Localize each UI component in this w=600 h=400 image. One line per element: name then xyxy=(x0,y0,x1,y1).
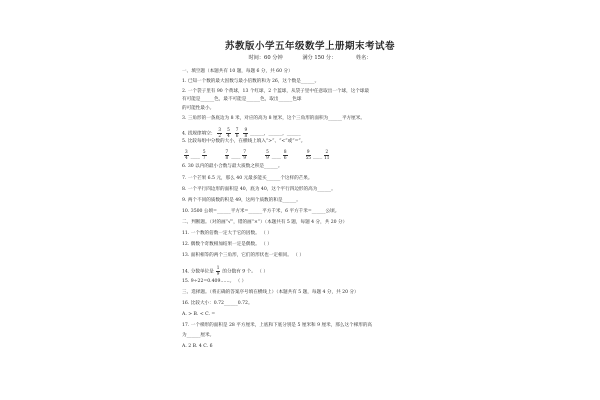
exam-line: A. > B. < C. = xyxy=(182,312,216,317)
exam-line: 13. 面积相等的两个三角形，它们的形状也一定相同。 （ ） xyxy=(182,253,304,258)
exam-line: 16. 比较大小：0.72______0.72̇。 xyxy=(182,301,253,306)
exam-line: 二、判断题。（对的画“√”，错的画“×”）（本题共有 5 题，每题 4 分，共 20 分） xyxy=(182,220,348,225)
exam-line: 14. 分数单位是 $\frac{1}{9}$ 的分数有 9 个。 （ ） xyxy=(182,265,268,276)
fraction-right: $\frac{8}{6}$ xyxy=(283,149,287,160)
exam-line: 10. 3500 公顷=______平方米=______平方千米，6 平方千米=______公顷。 xyxy=(182,209,340,214)
exam-line: 三、选择题。（将正确的答案序号填在横线上）（本题共有 5 题，每题 4 分，共 20 分） xyxy=(182,290,359,295)
exam-line: 有可能是______色，最不可能是______色，取出______色球 xyxy=(182,97,302,102)
fraction-comparison-pair: $\frac{5}{9}$ ____ $\frac{8}{6}$ xyxy=(266,149,287,160)
exam-paper xyxy=(180,30,440,390)
sequence-fraction: $\frac{7}{6}$ xyxy=(235,127,239,138)
sequence-fraction: $\frac{3}{2}$ xyxy=(218,127,222,138)
fraction-right: $\frac{2}{11}$ xyxy=(324,149,330,160)
exam-line: 一、填空题（本题共有 10 题，每题 6 分，共 60 分） xyxy=(182,69,293,74)
exam-info xyxy=(180,54,440,61)
exam-line: A. 2 B. 4 C. 6 xyxy=(182,344,213,349)
exam-line: 6. 30 以内的最小合数与最大质数之积是______。 xyxy=(182,164,283,169)
answer-blanks: ______，______，______ xyxy=(250,131,301,137)
exam-line: 8. 一个平行四边形的面积是 40，底为 40，这个平行四边形的高为______。 xyxy=(182,187,336,192)
exam-line: 2. 一个袋子里有 90 个黄球，13 个红球，2 个蓝球，从袋子里中任意取出一个球，这个球最 xyxy=(182,89,370,94)
exam-line: 15. 9÷22=0.409……。 （ ） xyxy=(182,279,247,284)
exam-line: 为______厘米。 xyxy=(182,333,215,338)
exam-score: 满分 150 分： xyxy=(302,55,337,61)
sequence-fraction: $\frac{9}{8}$ xyxy=(244,127,248,138)
exam-line: 17. 一个梯形的面积是 28 平方厘米，上底和下底分别是 5 厘米和 9 厘米，那么这个梯形的高 xyxy=(182,323,373,328)
exam-line: 7. 一个芒果 6.5 元，那么 40 元最多能买______个这样的芒果。 xyxy=(182,176,313,181)
fraction-right: $\frac{7}{9}$ xyxy=(243,149,247,160)
exam-line: 1. 已知一个数的最大因数与最小倍数的和为 26，这个数是______。 xyxy=(182,79,320,84)
exam-line: 3. 三角形的一条底边为 8 米，对应的高为 8 厘米，这个三角形的面积为______平方厘米。 xyxy=(182,116,365,121)
exam-line xyxy=(182,150,345,160)
exam-line: 9. 两个不同的质数的积是 49，这两个质数的和是______。 xyxy=(182,198,301,203)
exam-title: 苏教版小学五年级数学上册期末考试卷 xyxy=(224,41,395,52)
exam-time: 时间：60 分钟 xyxy=(248,55,283,61)
fraction-comparison-pair: $\frac{7}{8}$ ____ $\frac{7}{9}$ xyxy=(225,149,247,160)
fraction-left: $\frac{9}{55}$ xyxy=(305,149,311,160)
exam-line: 12. 偶数个奇数相加结果一定是偶数。 （ ） xyxy=(182,242,272,247)
fraction-comparison-pair: $\frac{9}{55}$ ____ $\frac{2}{11}$ xyxy=(305,149,330,160)
fraction-left: $\frac{5}{9}$ xyxy=(266,149,269,160)
exam-line: 4. 找规律填空： $\frac{3}{2}$ $\frac{5}{4}$ $\frac{7}{6}$ $\frac{9}{8}$ ______，______，______ xyxy=(182,127,301,138)
fraction-left: $\frac{7}{8}$ xyxy=(225,149,229,160)
fraction-right: $\frac{5}{7}$ xyxy=(202,149,206,160)
exam-line: 5. 比较每组中分数的大小，在横线上填入“>”、“<”或“=”。 xyxy=(182,139,306,144)
fraction-left: $\frac{3}{4}$ xyxy=(185,149,188,160)
unit-fraction: $\frac{1}{9}$ xyxy=(216,265,220,276)
sequence-fraction: $\frac{5}{4}$ xyxy=(227,127,230,138)
exam-line: 的可能性最小。 xyxy=(182,106,215,111)
fraction-comparison-pair: $\frac{3}{4}$ ____ $\frac{5}{7}$ xyxy=(185,149,206,160)
exam-line: 11. 一个数的倍数一定大于它的因数。 （ ） xyxy=(182,231,272,236)
exam-name: 姓名： xyxy=(355,55,372,61)
